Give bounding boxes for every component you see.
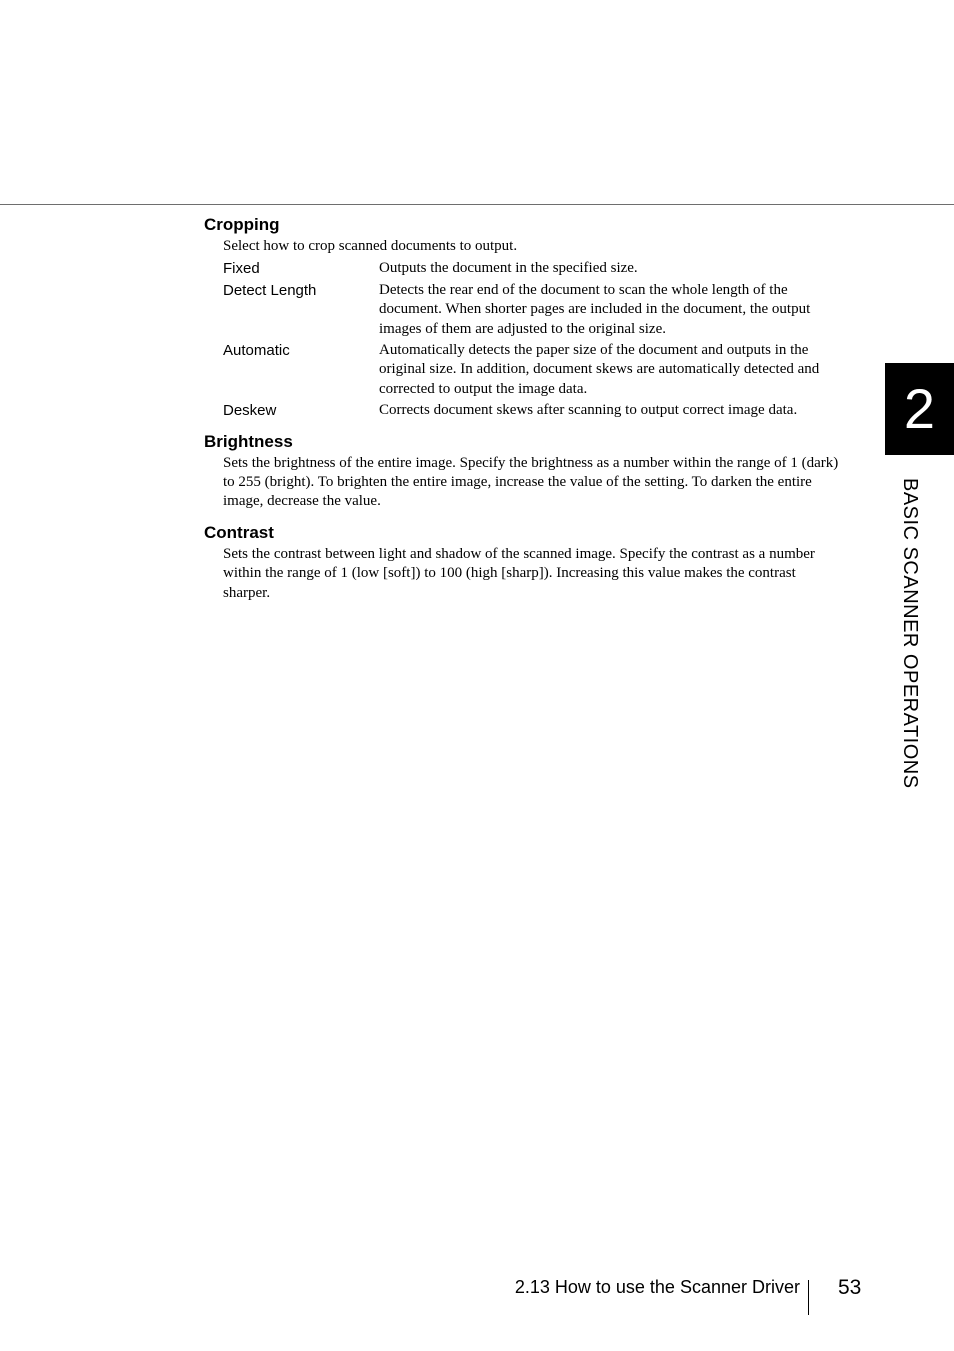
cropping-intro: Select how to crop scanned documents to output. [223, 238, 518, 254]
section-brightness [204, 431, 840, 512]
heading-brightness: Brightness [204, 431, 293, 451]
contrast-body: Sets the contrast between light and shadow of the scanned image. Specify the contrast as a number within the range of 1 (low [soft]) to 100 (high [sharp]). Increasing this value makes the contrast sharper. [223, 545, 815, 601]
option-row-fixed [223, 259, 840, 278]
section-contrast [204, 522, 840, 603]
heading-contrast: Contrast [204, 522, 274, 542]
option-term: Detect Length [223, 281, 317, 299]
option-term: Deskew [223, 402, 277, 420]
page-number: 53 [838, 1276, 862, 1299]
cropping-options-list [223, 259, 840, 420]
option-term: Fixed [223, 260, 260, 278]
brightness-body: Sets the brightness of the entire image. Specify the brightness as a number within the range of 1 (dark) to 255 (bright). To brighten the entire image, increase the value of the setting. To darken the entire image, decrease the value. [223, 454, 839, 510]
option-desc: Corrects document skews after scanning to output correct image data. [379, 402, 798, 419]
option-row-detect-length [223, 281, 840, 339]
chapter-number-tab: 2 [885, 363, 954, 455]
header-rule [0, 204, 954, 205]
option-desc: Detects the rear end of the document to scan the whole length of the document. When shorter pages are included in the document, the output images of them are adjusted to the original size. [379, 281, 811, 337]
option-row-deskew [223, 401, 840, 420]
option-desc: Automatically detects the paper size of the document and outputs in the original size. In addition, document skews are automatically detected and corrected to output the image data. [379, 342, 820, 397]
chapter-title-vertical: BASIC SCANNER OPERATIONS [899, 478, 921, 789]
option-row-automatic [223, 341, 840, 399]
footer-divider [808, 1280, 809, 1315]
main-content [204, 214, 840, 603]
option-desc: Outputs the document in the specified size. [379, 260, 638, 277]
option-term: Automatic [223, 342, 290, 360]
footer-section-title: 2.13 How to use the Scanner Driver [514, 1277, 800, 1297]
section-cropping [204, 214, 840, 421]
heading-cropping: Cropping [204, 215, 280, 234]
